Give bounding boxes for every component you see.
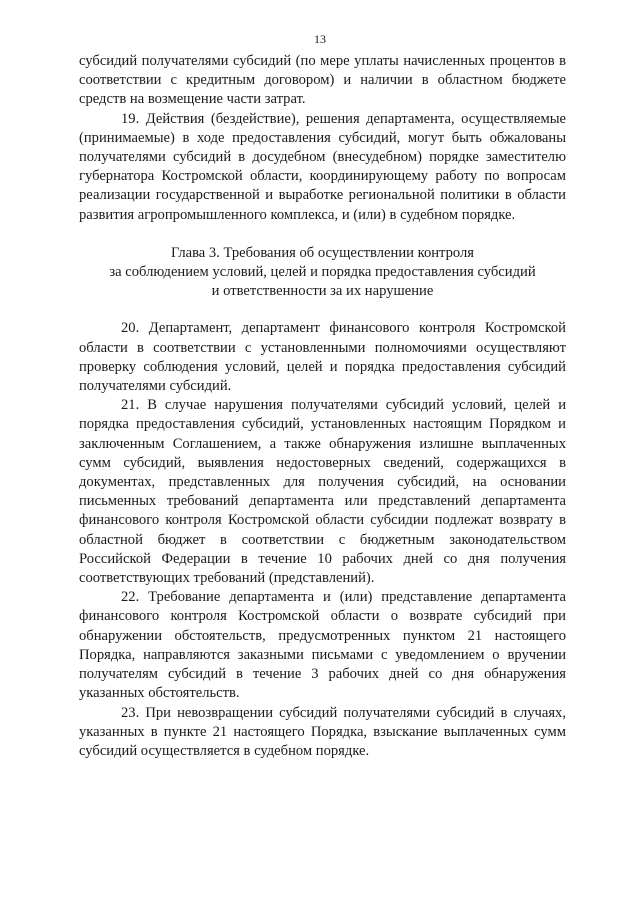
chapter-heading-line-2: за соблюдением условий, целей и порядка предоставления субсидий: [109, 264, 536, 281]
chapter-heading-line-3: и ответственности за их нарушение: [211, 283, 434, 300]
document-body: [79, 52, 566, 761]
paragraph-22: 22. Требование департамента и (или) представление департамента финансового контроля Костромской области о возврате субсидий при обнаружении обстоятельств, предусмотренных пунктом 21 настоящего Порядка, направляются заказными письмами с уведомлением о вручении получателям субсидий в течение 3 рабочих дней со дня обнаружения указанных обстоятельств.: [79, 589, 566, 702]
page-number: 13: [314, 32, 326, 46]
paragraph-20: 20. Департамент, департамент финансового контроля Костромской области в соответствии с установленными полномочиями осуществляют проверку соблюдения условий, целей и порядка предоставления субсидий получателями субсидий.: [79, 320, 566, 395]
chapter-heading-line-1: Глава 3. Требования об осуществлении контроля: [170, 244, 475, 261]
paragraph-21: 21. В случае нарушения получателями субсидий условий, целей и порядка предоставления субсидий, установленных настоящим Порядком и заключенным Соглашением, а также обнаружения излишне выплаченных сумм субсидий, выявления недостоверных сведений, содержащихся в документах, представленных для получения субсидий, на основании письменных требований департамента или представлений департамента финансового контроля Костромской области субсидии подлежат возврату в областной бюджет в соответствии с бюджетным законодательством Российской Федерации в течение 10 рабочих дней со дня получения соответствующих требований (представлений).: [79, 397, 566, 587]
paragraph-23: 23. При невозвращении субсидий получателями субсидий в случаях, указанных в пункте 21 настоящего Порядка, взыскание выплаченных сумм субсидий осуществляется в судебном порядке.: [79, 704, 566, 759]
chapter-heading: [79, 244, 566, 302]
paragraph-continuation: субсидий получателями субсидий (по мере уплаты начисленных процентов в соответствии с кредитным договором) и наличии в областном бюджете средств на возмещение части затрат.: [79, 53, 566, 108]
paragraph-19: 19. Действия (бездействие), решения департамента, осуществляемые (принимаемые) в ходе предоставления субсидий, могут быть обжалованы получателями субсидий в досудебном (внесудебном) порядке заместителю губернатора Костромской области, координирующему работу по вопросам реализации государственной и выработке региональной политики в области развития агропромышленного комплекса, и (или) в судебном порядке.: [79, 110, 566, 223]
